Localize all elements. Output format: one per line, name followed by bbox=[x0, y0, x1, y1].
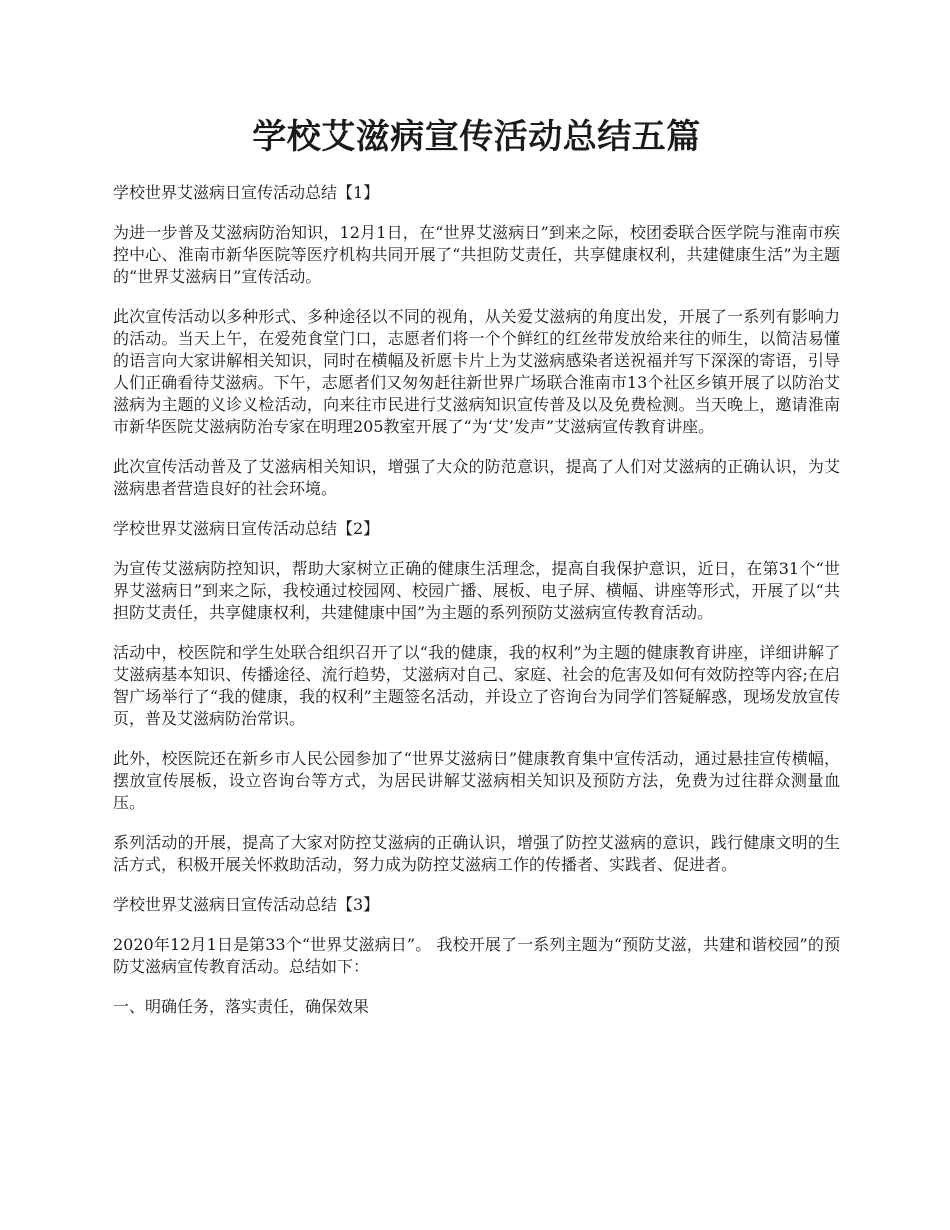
paragraph: 活动中，校医院和学生处联合组织召开了以“我的健康，我的权利”为主题的健康教育讲座，详细讲解了艾滋病基本知识、传播途径、流行趋势，艾滋病对自己、家庭、社会的危害及如何有效防控等内容;在启智广场举行了“我的健康，我的权利”主题签名活动，并设立了咨询台为同学们答疑解惑，现场发放宣传页，普及艾滋病防治常识。 bbox=[113, 643, 840, 728]
document-title: 学校艾滋病宣传活动总结五篇 bbox=[252, 117, 701, 157]
paragraph: 此次宣传活动普及了艾滋病相关知识，增强了大众的防范意识，提高了人们对艾滋病的正确认识，为艾滋病患者营造良好的社会环境。 bbox=[113, 457, 840, 498]
paragraph: 2020年12月1日是第33个“世界艾滋病日”。 我校开展了一系列主题为“预防艾滋，共建和谐校园”的预防艾滋病宣传教育活动。总结如下： bbox=[113, 935, 840, 976]
paragraph: 系列活动的开展，提高了大家对防控艾滋病的正确认识，增强了防控艾滋病的意识，践行健康文明的生活方式，积极开展关怀救助活动，努力成为防控艾滋病工作的传播者、实践者、促进者。 bbox=[113, 833, 840, 874]
section-heading: 学校世界艾滋病日宣传活动总结【3】 bbox=[113, 895, 380, 914]
section-heading: 学校世界艾滋病日宣传活动总结【2】 bbox=[113, 519, 380, 538]
paragraph: 为宣传艾滋病防控知识，帮助大家树立正确的健康生活理念，提高自我保护意识，近日，在第31个“世界艾滋病日”到来之际，我校通过校园网、校园广播、展板、电子屏、横幅、讲座等形式，开展了以“共担防艾责任，共享健康权利，共建健康中国”为主题的系列预防艾滋病宣传教育活动。 bbox=[113, 559, 840, 622]
paragraph: 此次宣传活动以多种形式、多种途径以不同的视角，从关爱艾滋病的角度出发，开展了一系列有影响力的活动。当天上午，在爱苑食堂门口，志愿者们将一个个鲜红的红丝带发放给来往的师生，以简洁易懂的语言向大家讲解相关知识，同时在横幅及祈愿卡片上为艾滋病感染者送祝福并写下深深的寄语，引导人们正确看待艾滋病。下午，志愿者们又匆匆赶往新世界广场联合淮南市13个社区乡镇开展了以防治艾滋病为主题的义诊义检活动，向来往市民进行艾滋病知识宣传普及以及免费检测。当天晚上，邀请淮南市新华医院艾滋病防治专家在明理205教室开展了“为‘艾’发声”艾滋病宣传教育讲座。 bbox=[113, 307, 840, 436]
paragraph: 此外，校医院还在新乡市人民公园参加了“世界艾滋病日”健康教育集中宣传活动，通过悬挂宣传横幅，摆放宣传展板，设立咨询台等方式，为居民讲解艾滋病相关知识及预防方法，免费为过往群众测量血压。 bbox=[113, 749, 840, 812]
subsection-heading: 一、明确任务，落实责任，确保效果 bbox=[113, 997, 370, 1016]
paragraph: 为进一步普及艾滋病防治知识，12月1日，在“世界艾滋病日”到来之际，校团委联合医学院与淮南市疾控中心、淮南市新华医院等医疗机构共同开展了“共担防艾责任，共享健康权利，共建健康生活”为主题的“世界艾滋病日”宣传活动。 bbox=[113, 223, 840, 286]
section-heading: 学校世界艾滋病日宣传活动总结【1】 bbox=[113, 183, 380, 202]
document-page bbox=[113, 112, 840, 1036]
